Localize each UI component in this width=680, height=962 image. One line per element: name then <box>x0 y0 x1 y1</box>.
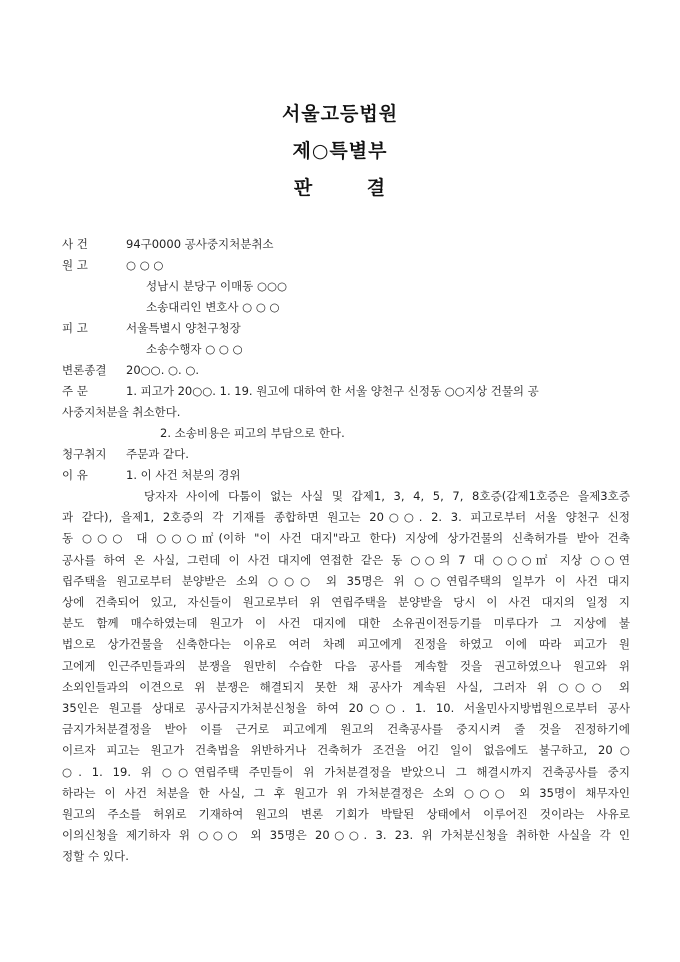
defendant-label: 피 고 <box>62 321 88 335</box>
reasons-line: 당자자 사이에 다툼이 없는 사실 및 갑제1, 3, 4, 5, 7, 8호증(갑제1호증은 을제3호증 <box>144 489 630 503</box>
closing-row <box>62 360 630 381</box>
claim-value: 주문과 같다. <box>126 447 189 461</box>
closing-label: 변론종결 <box>62 363 107 377</box>
plaintiff-agent: 소송대리인 변호사 ○ ○ ○ <box>146 300 280 314</box>
order-item-1: 1. 피고가 20○○. 1. 19. 원고에 대하여 한 서울 양천구 신정동 ○○지상 건물의 공 <box>126 384 539 398</box>
reasons-paragraph <box>62 486 630 868</box>
order-row <box>62 381 630 402</box>
reasons-line-last: 정할 수 있다. <box>62 849 129 864</box>
division-name: 제○특별부 <box>292 140 388 162</box>
reasons-line: 분도 함께 매수하였는데 원고가 이 사건 대지에 대한 소유권이전등기를 미루다가 그 지상에 불 <box>62 616 630 631</box>
claim-row <box>62 444 630 465</box>
defendant-agent: 소송수행자 ○ ○ ○ <box>146 342 243 356</box>
defendant-value: 서울특별시 양천구청장 <box>126 321 241 335</box>
reasons-line: 고에게 인근주민들과의 분쟁을 원만히 수습한 다음 공사를 계속할 것을 권고하였으나 원고와 위 <box>62 658 630 673</box>
order-label: 주 문 <box>62 384 88 398</box>
plaintiff-row <box>62 255 630 276</box>
document-header <box>0 96 680 207</box>
reasons-line: 이의신청을 제기하자 위 ○○○ 외 35명은 20○○. 3. 23. 위 가처분신청을 취하한 사실을 각 인 <box>62 828 630 843</box>
reasons-line: 이르자 피고는 원고가 건축법을 위반하거나 건축허가 조건을 어긴 일이 없음에도 불구하고, 20○ <box>62 743 630 758</box>
case-label: 사 건 <box>62 237 88 251</box>
reasons-row <box>62 465 630 486</box>
reasons-line: 동 ○○○ 대 ○○○㎡(이하 "이 사건 대지"라고 한다) 지상에 상가건물의 신축허가를 받아 건축 <box>62 531 630 546</box>
plaintiff-value: ○ ○ ○ <box>126 258 164 272</box>
reasons-line: 하라는 이 사건 처분을 한 사실, 그 후 원고가 위 가처분결정은 소외 ○○○ 외 35명이 채무자인 <box>62 785 630 800</box>
court-name: 서울고등법원 <box>281 103 399 125</box>
reasons-line: 소외인들과의 이견으로 위 분쟁은 해결되지 못한 채 공사가 계속된 사실, 그러자 위 ○○○ 외 <box>62 679 630 694</box>
reasons-line: 공사를 하여 온 사실, 그런데 이 사건 대지에 연접한 같은 동 ○○의 7 대 ○○○㎡ 지상 ○○연 <box>62 552 630 567</box>
reasons-line: 과 같다), 을제1, 2호증의 각 기재를 종합하면 원고는 20○○. 2. 3. 피고로부터 서울 양천구 신정 <box>62 510 630 525</box>
judgment-body <box>62 234 630 868</box>
reasons-line: 법으로 상가건물을 신축한다는 이유로 여러 차례 피고에게 진정을 하였고 이에 따라 피고가 원 <box>62 637 630 652</box>
reasons-line: 상에 건축되어 있고, 자신들이 원고로부터 위 연립주택을 분양받을 당시 이 사건 대지의 일정 지 <box>62 595 630 610</box>
plaintiff-label: 원 고 <box>62 258 88 272</box>
order-item-1-continued: 사중지처분을 취소한다. <box>62 405 181 419</box>
document-type: 판 결 <box>293 177 387 199</box>
claim-label: 청구취지 <box>62 447 107 461</box>
defendant-row <box>62 318 630 339</box>
reasons-line: 금지가처분결정을 받아 이를 근거로 피고에게 원고의 건축공사를 중지시켜 줄 것을 진정하기에 <box>62 722 630 737</box>
reasons-line: 립주택을 원고로부터 분양받은 소외 ○○○ 외 35명은 위 ○○연립주택의 일부가 이 사건 대지 <box>62 573 630 588</box>
reasons-line: 원고의 주소를 허위로 기재하여 원고의 변론 기회가 박탈된 상태에서 이루어진 것이라는 사유로 <box>62 807 630 822</box>
order-item-2: 2. 소송비용은 피고의 부담으로 한다. <box>160 426 345 440</box>
reasons-line: ○. 1. 19. 위 ○○연립주택 주민들이 위 가처분결정을 받았으니 그 해결시까지 건축공사를 중지 <box>62 764 630 779</box>
plaintiff-address: 성남시 분당구 이매동 ○○○ <box>146 279 288 293</box>
reasons-label: 이 유 <box>62 468 88 482</box>
reasons-heading: 1. 이 사건 처분의 경위 <box>126 468 241 482</box>
case-value: 94구0000 공사중지처분취소 <box>126 237 274 251</box>
case-row <box>62 234 630 255</box>
reasons-line: 35인은 원고를 상대로 공사금지가처분신청을 하여 20○○. 1. 10. 서울민사지방법원으로부터 공사 <box>62 701 630 716</box>
closing-value: 20○○. ○. ○. <box>126 363 200 377</box>
